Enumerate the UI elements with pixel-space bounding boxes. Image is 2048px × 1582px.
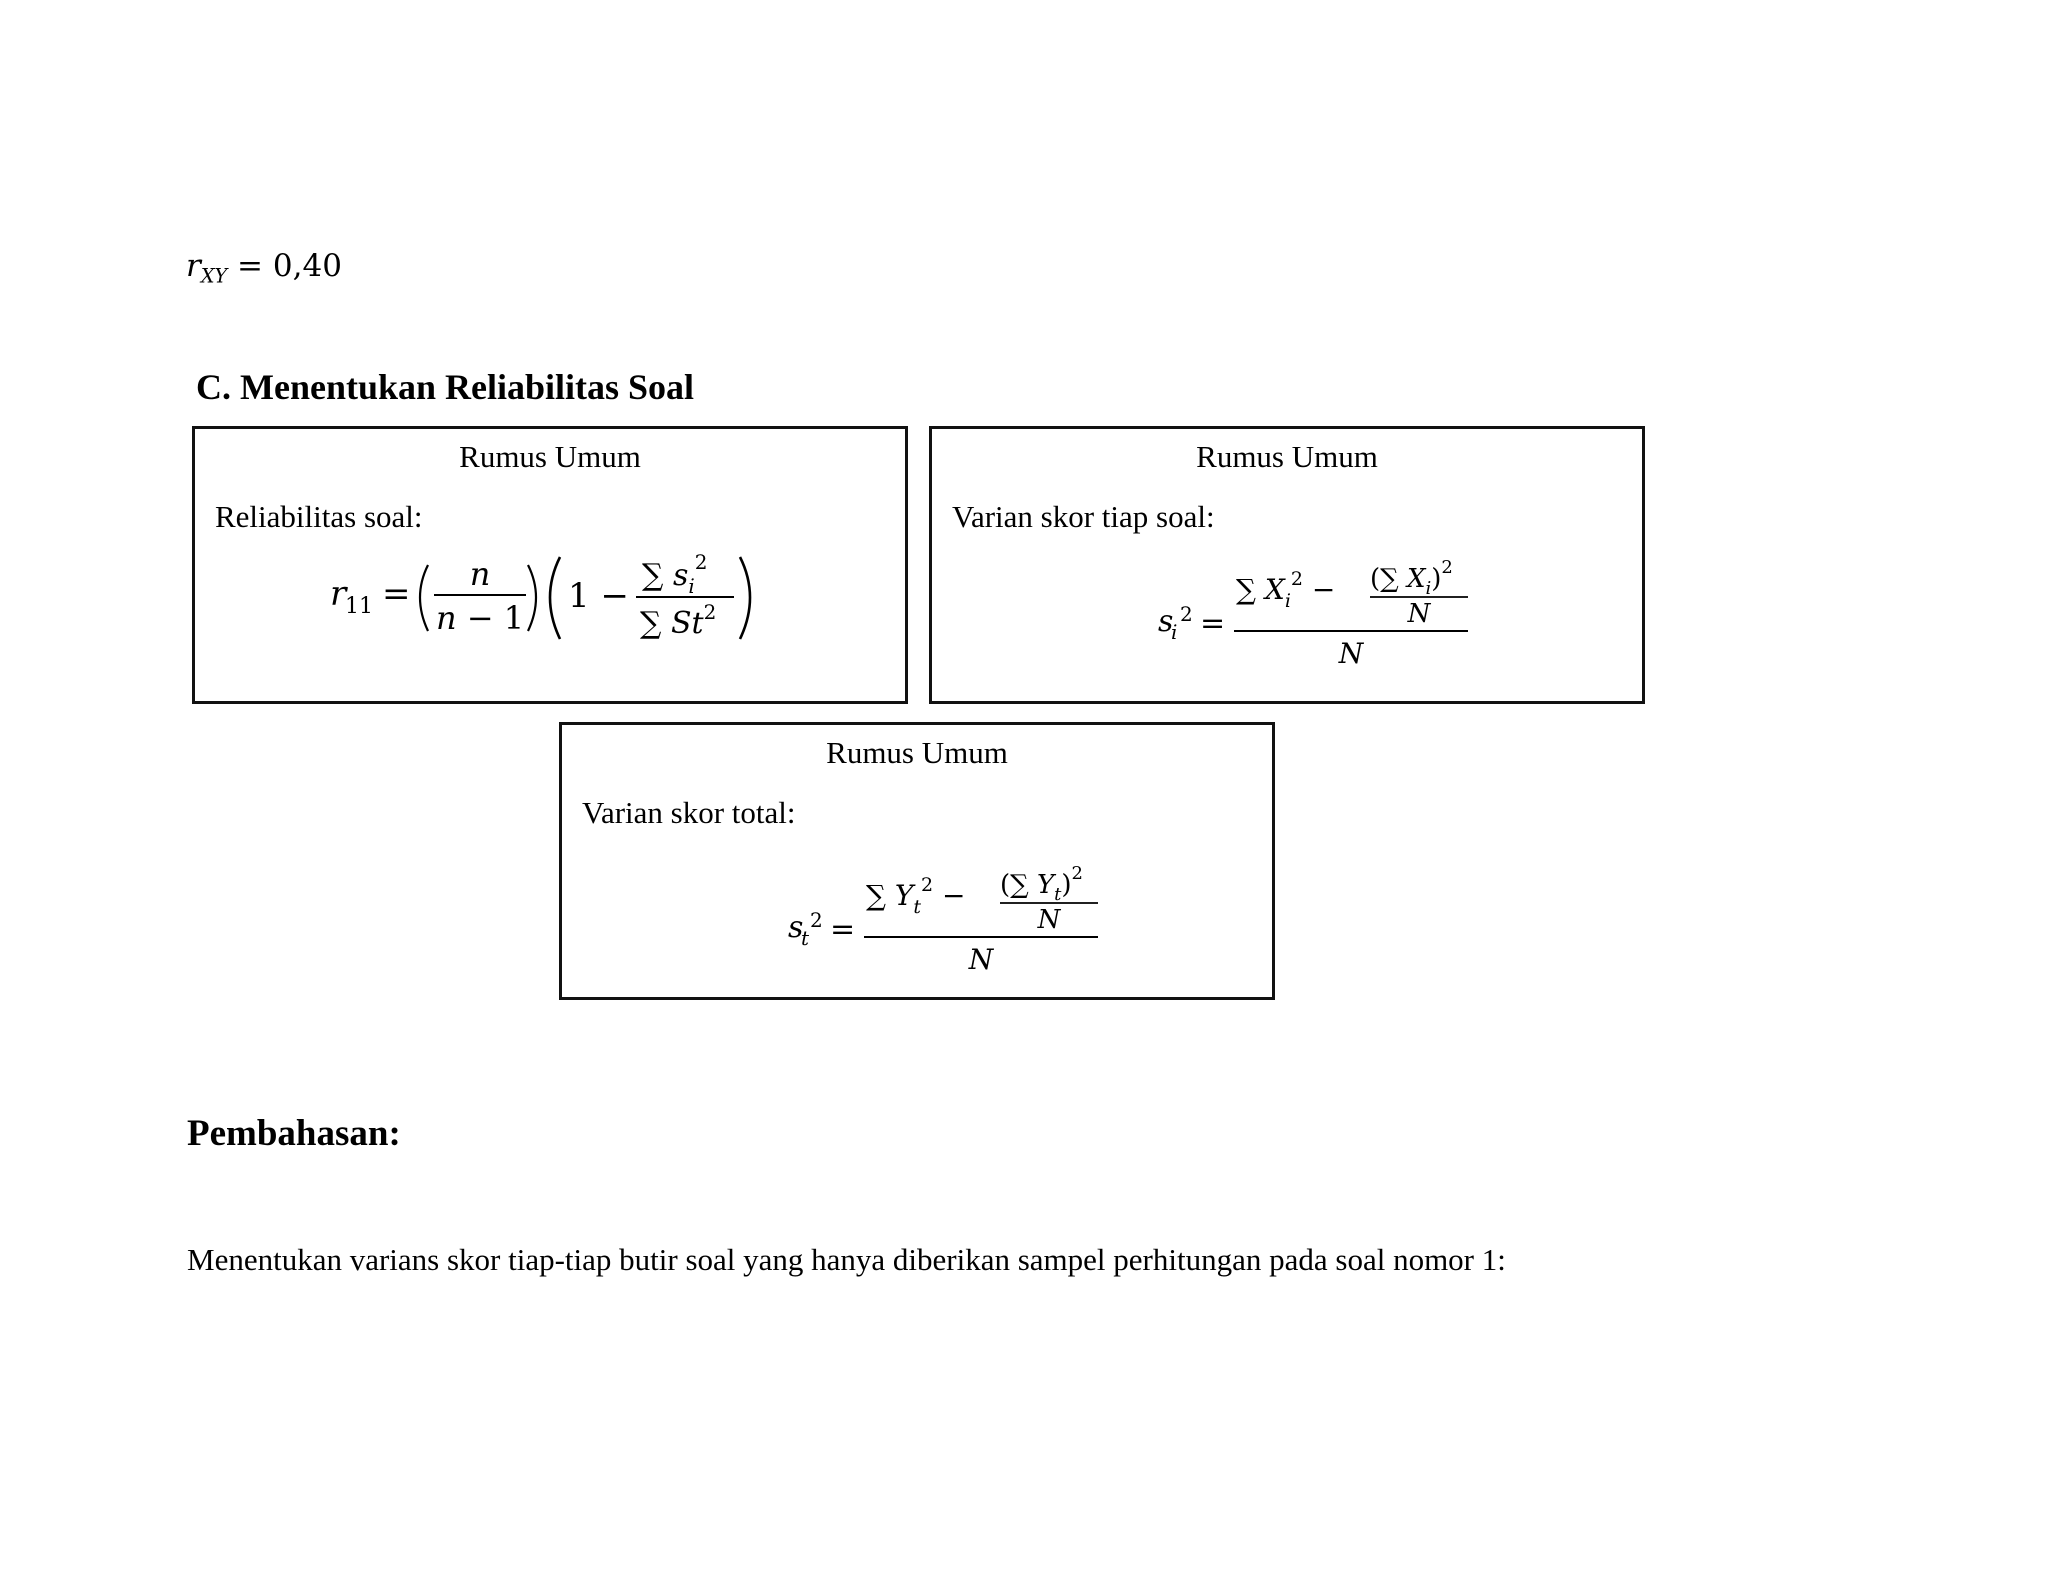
svg-text:∑ si2: ∑ $s_i^2$ <box>642 550 708 598</box>
svg-text:N: N <box>968 943 994 976</box>
svg-text:=: = <box>382 574 411 614</box>
svg-text:N: N <box>1037 905 1061 935</box>
pembahasan-text: Menentukan varians skor tiap-tiap butir soal yang hanya diberikan sampel perhitungan pada soal nomor 1: <box>187 1242 1506 1277</box>
formula-box-reliabilitas <box>192 426 908 704</box>
svg-text:=: = <box>1200 606 1226 641</box>
rxy-subscript: XY <box>200 264 228 288</box>
svg-text:∑ Yt2 −: ∑ $Y_t^2$ − <box>866 874 966 918</box>
svg-text:2: 2 <box>1180 602 1193 626</box>
item-variance-formula <box>1158 559 1478 679</box>
svg-text:2: 2 <box>810 908 823 932</box>
rxy-equals: = <box>237 248 264 284</box>
svg-text:n − 1: n − 1 <box>435 599 525 637</box>
reliability-formula <box>330 547 770 647</box>
svg-text:s: s <box>788 910 804 945</box>
item-variance-formula-graphic <box>1158 559 1478 679</box>
reliability-formula-graphic <box>330 547 770 647</box>
rxy-value-line <box>186 248 342 288</box>
svg-text:N: N <box>1338 637 1364 670</box>
svg-text:(∑ Yt)2: (∑ $Y_t)^2$ <box>1000 863 1083 905</box>
svg-text:s: s <box>1158 604 1174 639</box>
pembahasan-title: Pembahasan: <box>187 1113 401 1154</box>
svg-text:1 −: 1 − <box>568 576 629 616</box>
total-variance-formula-graphic <box>788 855 1108 975</box>
total-variance-formula <box>788 855 1108 975</box>
box-label: Reliabilitas soal: <box>215 499 423 534</box>
formula-box-varian-soal <box>929 426 1645 704</box>
box-title: Rumus Umum <box>459 439 641 474</box>
rxy-symbol: r <box>186 248 201 284</box>
formula-box-varian-total <box>559 722 1275 1000</box>
svg-text:i: i <box>1171 620 1178 644</box>
svg-text:n: n <box>469 555 491 593</box>
box-label: Varian skor tiap soal: <box>952 499 1215 534</box>
svg-text:r: r <box>330 574 347 614</box>
svg-text:N: N <box>1407 599 1431 629</box>
svg-text:∑ St2: ∑ St$^2$ <box>640 600 717 641</box>
section-title: C. Menentukan Reliabilitas Soal <box>196 367 695 407</box>
box-label: Varian skor total: <box>582 795 796 830</box>
svg-text:t: t <box>801 926 810 950</box>
box-title: Rumus Umum <box>826 735 1008 770</box>
svg-text:11: 11 <box>345 594 373 619</box>
svg-text:∑ Xi2 −: ∑ $X_i^2$ − <box>1236 568 1336 612</box>
rxy-number: 0,40 <box>272 248 342 284</box>
box-title: Rumus Umum <box>1196 439 1378 474</box>
svg-text:(∑ Xi)2: (∑ $X_i)^2$ <box>1370 557 1453 599</box>
svg-text:=: = <box>830 912 856 947</box>
